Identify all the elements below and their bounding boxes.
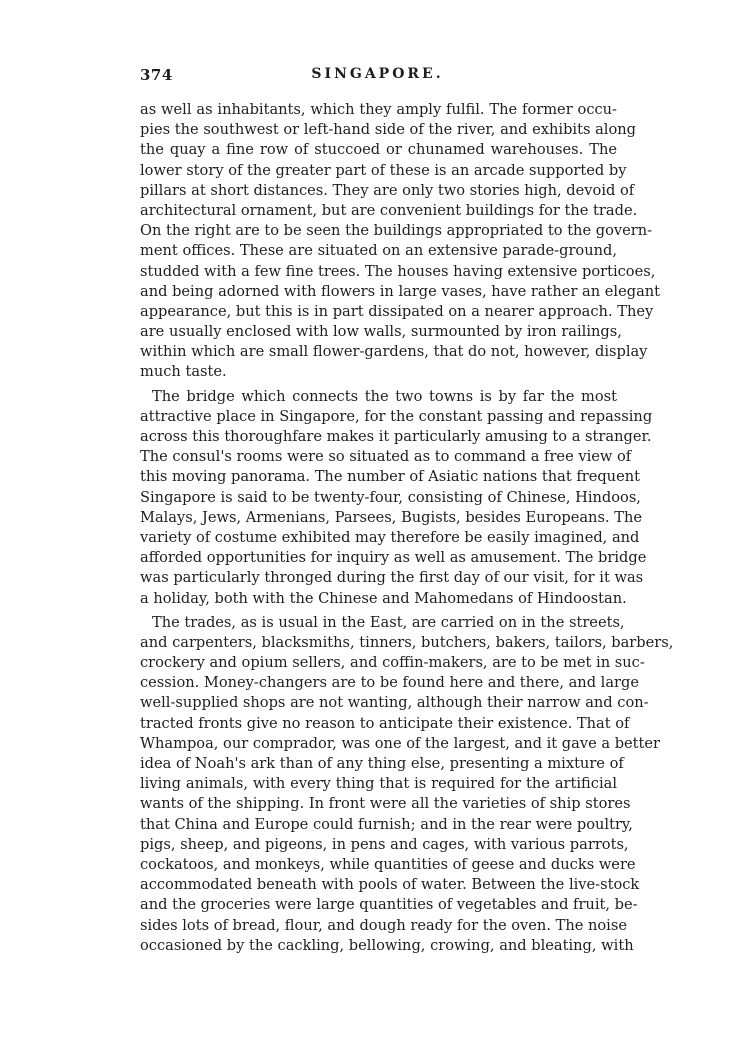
text-line: cession. Money-changers are to be found here and there, and large — [140, 674, 640, 692]
running-title: SINGAPORE. — [311, 66, 444, 82]
text-line: ment offices. These are situated on an extensive parade-ground, — [140, 242, 617, 260]
text-line: lower story of the greater part of these is an arcade supported by — [140, 161, 627, 179]
text-line: much taste. — [140, 363, 227, 381]
paragraph — [140, 613, 674, 956]
text-line: tracted fronts give no reason to anticipate their existence. That of — [140, 714, 630, 732]
text-line: and carpenters, blacksmiths, tinners, butchers, bakers, tailors, barbers, — [140, 633, 674, 651]
text-line: as well as inhabitants, which they amply fulfil. The former occu- — [140, 101, 617, 118]
text-line: The bridge which connects the two towns is by far the most — [152, 387, 617, 405]
text-line: Malays, Jews, Armenians, Parsees, Bugists, besides Europeans. The — [140, 508, 642, 526]
body-text — [140, 100, 674, 960]
text-line: the quay a fine row of stuccoed or chunamed warehouses. The — [140, 141, 617, 159]
text-line: and being adorned with flowers in large vases, have rather an elegant — [140, 282, 661, 300]
text-line: Singapore is said to be twenty-four, consisting of Chinese, Hindoos, — [140, 488, 641, 506]
paragraph — [140, 387, 653, 609]
text-line: and the groceries were large quantities of vegetables and fruit, be- — [140, 896, 638, 914]
text-line: sides lots of bread, flour, and dough ready for the oven. The noise — [140, 916, 627, 934]
page-number: 374 — [140, 66, 173, 84]
text-line: occasioned by the cackling, bellowing, crowing, and bleating, with — [140, 936, 634, 954]
text-line: this moving panorama. The number of Asiatic nations that frequent — [140, 468, 640, 486]
paragraph — [140, 100, 661, 383]
text-line: across this thoroughfare makes it particularly amusing to a stranger. — [140, 428, 652, 445]
text-line: studded with a few fine trees. The houses having extensive porticoes, — [140, 262, 656, 280]
text-line: variety of costume exhibited may therefore be easily imagined, and — [140, 528, 640, 546]
text-line: architectural ornament, but are convenient buildings for the trade. — [140, 201, 638, 219]
text-line: living animals, with every thing that is required for the artificial — [140, 775, 617, 793]
text-line: appearance, but this is in part dissipated on a nearer approach. They — [140, 302, 654, 320]
text-line: within which are small flower-gardens, that do not, however, display — [140, 343, 648, 361]
text-line: are usually enclosed with low walls, surmounted by iron railings, — [140, 323, 622, 341]
text-line: wants of the shipping. In front were all the varieties of ship stores — [140, 795, 631, 813]
text-line: The trades, as is usual in the East, are carried on in the streets, — [152, 613, 625, 631]
text-line: On the right are to be seen the buildings appropriated to the govern- — [140, 222, 653, 240]
text-line: pigs, sheep, and pigeons, in pens and cages, with various parrots, — [140, 835, 629, 853]
text-line: pillars at short distances. They are only two stories high, devoid of — [140, 181, 635, 199]
text-line: well-supplied shops are not wanting, although their narrow and con- — [140, 694, 649, 712]
text-line: Whampoa, our comprador, was one of the largest, and it gave a better — [140, 734, 661, 752]
text-line: crockery and opium sellers, and coffin-makers, are to be met in suc- — [140, 654, 645, 672]
text-line: attractive place in Singapore, for the constant passing and repassing — [140, 407, 653, 425]
text-line: a holiday, both with the Chinese and Mahomedans of Hindoostan. — [140, 589, 627, 607]
text-line: afforded opportunities for inquiry as well as amusement. The bridge — [140, 549, 647, 567]
text-line: The consul's rooms were so situated as to command a free view of — [140, 448, 632, 466]
text-line: pies the southwest or left-hand side of the river, and exhibits along — [140, 121, 636, 139]
text-line: accommodated beneath with pools of water. Between the live-stock — [140, 876, 640, 894]
text-line: idea of Noah's ark than of any thing else, presenting a mixture of — [140, 755, 624, 772]
page-header — [140, 66, 615, 88]
text-line: cockatoos, and monkeys, while quantities of geese and ducks were — [140, 855, 636, 873]
text-line: that China and Europe could furnish; and in the rear were poultry, — [140, 815, 633, 833]
text-line: was particularly thronged during the first day of our visit, for it was — [140, 569, 644, 587]
